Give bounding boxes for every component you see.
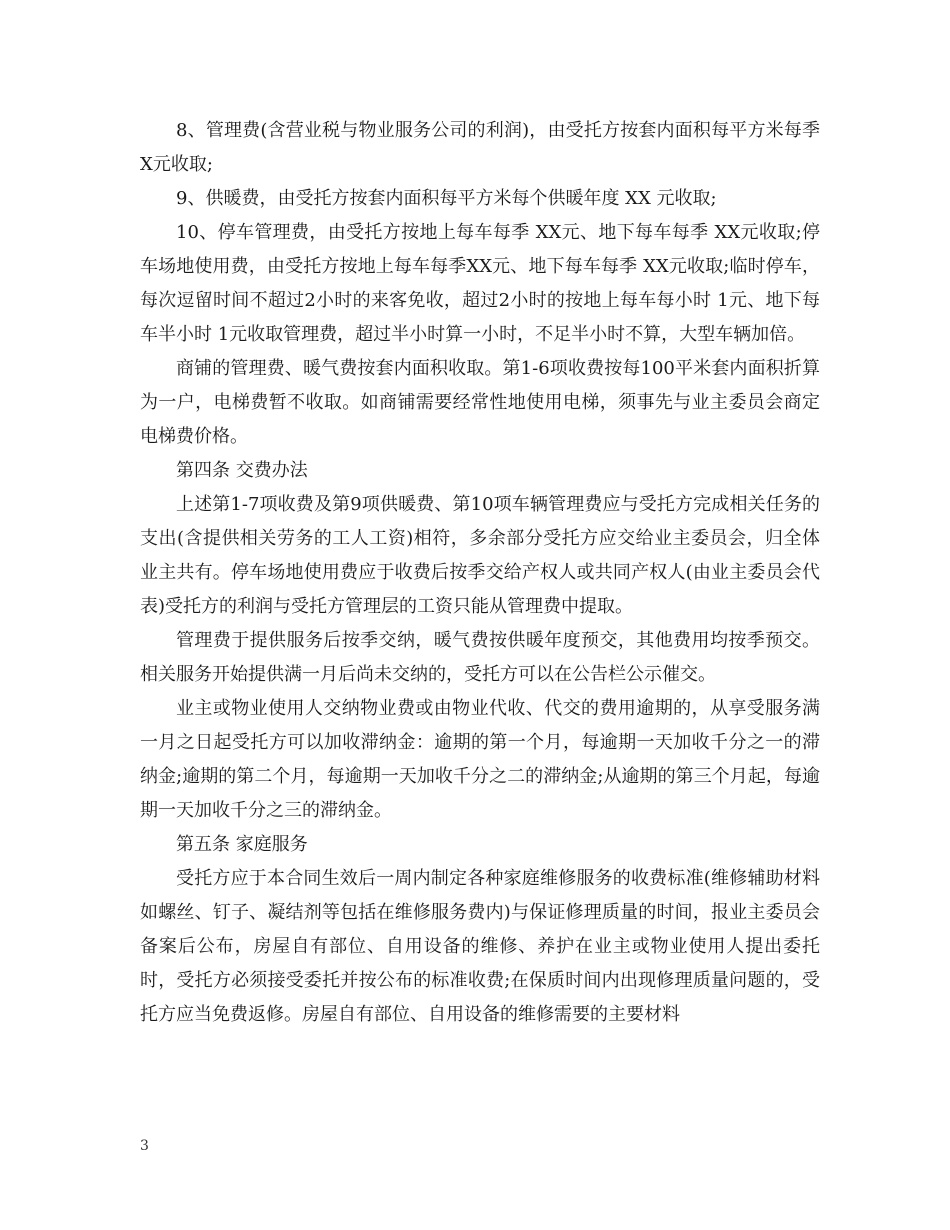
document-body <box>140 114 820 1032</box>
paragraph-home-services: 受托方应于本合同生效后一周内制定各种家庭维修服务的收费标准(维修辅助材料如螺丝、钉子、凝结剂等包括在维修服务费内)与保证修理质量的时间，报业主委员会备案后公布，房屋自有部位、自用设备的维修、养护在业主或物业使用人提出委托时，受托方必须接受委托并按公布的标准收费;在保质时间内出现修理质量问题的，受托方应当免费返修。房屋自有部位、自用设备的维修需要的主要材料 <box>140 868 820 1025</box>
paragraph-shop-fees: 商铺的管理费、暖气费按套内面积收取。第1-6项收费按每100平米套内面积折算为一户，电梯费暂不收取。如商铺需要经常性地使用电梯，须事先与业主委员会商定电梯费价格。 <box>140 358 820 447</box>
page-number: 3 <box>140 1138 149 1154</box>
paragraph-fee-usage: 上述第1-7项收费及第9项供暖费、第10项车辆管理费应与受托方完成相关任务的支出(含提供相关劳务的工人工资)相符，多余部分受托方应交给业主委员会，归全体业主共有。停车场地使用费应于收费后按季交给产权人或共同产权人(由业主委员会代表)受托方的利润与受托方管理层的工资只能从管理费中提取。 <box>140 494 820 617</box>
paragraph-late-fee: 业主或物业使用人交纳物业费或由物业代收、代交的费用逾期的，从享受服务满一月之日起受托方可以加收滞纳金：逾期的第一个月，每逾期一天加收千分之一的滞纳金;逾期的第二个月，每逾期一天加收千分之二的滞纳金;从逾期的第三个月起，每逾期一天加收千分之三的滞纳金。 <box>140 698 820 821</box>
section-heading-article-4: 第四条 交费办法 <box>176 460 308 481</box>
paragraph-parking-fee: 10、停车管理费，由受托方按地上每车每季 XX元、地下每车每季 XX元收取;停车场地使用费，由受托方按地上每车每季XX元、地下每车每季 XX元收取;临时停车，每次逗留时间不超过2小时的来客免收，超过2小时的按地上每车每小时 1元、地下每车半小时 1元收取管理费，超过半小时算一小时，不足半小时不算，大型车辆加倍。 <box>140 222 820 345</box>
paragraph-heating-fee: 9、供暖费，由受托方按套内面积每平方米每个供暖年度 XX 元收取; <box>176 188 717 209</box>
paragraph-payment-schedule: 管理费于提供服务后按季交纳，暖气费按供暖年度预交，其他费用均按季预交。相关服务开始提供满一月后尚未交纳的，受托方可以在公告栏公示催交。 <box>140 630 820 685</box>
paragraph-management-fee: 8、管理费(含营业税与物业服务公司的利润)，由受托方按套内面积每平方米每季 X元收取; <box>140 120 820 175</box>
section-heading-article-5: 第五条 家庭服务 <box>176 834 308 855</box>
